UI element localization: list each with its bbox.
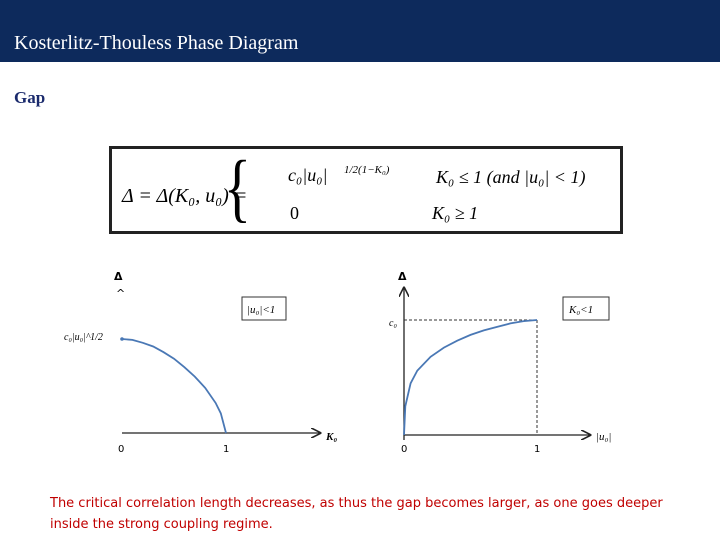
left-series-line — [122, 339, 226, 433]
right-y-axis-label: Δ — [398, 270, 407, 283]
right-y-tick-label: c₀ — [389, 318, 397, 329]
left-x-axis-label: K₀ — [326, 431, 338, 443]
chart-left — [64, 270, 337, 455]
formula-brace: { — [223, 149, 252, 230]
left-legend-text: |u₀|<1 — [247, 304, 276, 316]
left-x-tick-1: 1 — [223, 444, 230, 455]
formula-case1-exponent: 1/2(1−K₀) — [344, 164, 390, 176]
chart-right — [389, 270, 611, 455]
left-y-arrow-icon: ^ — [116, 287, 126, 300]
right-x-tick-1: 1 — [534, 444, 541, 455]
formula-case1-condition: K₀ ≤ 1 (and |u₀| < 1) — [436, 167, 586, 187]
formula-case2-condition: K₀ ≥ 1 — [432, 203, 479, 223]
right-legend-text: K₀<1 — [569, 304, 594, 316]
formula-case2-value: 0 — [290, 203, 299, 223]
left-y-tick-label: c₀|u₀|^1/2 — [64, 332, 103, 343]
slide-title: Kosterlitz-Thouless Phase Diagram — [14, 32, 299, 54]
formula-case1-value: c₀|u₀| — [288, 165, 328, 185]
slide-caption: The critical correlation length decreases, as thus the gap becomes larger, as one goes deeper inside the strong coupling regime. — [50, 496, 663, 532]
slide-subtitle: Gap — [14, 88, 46, 107]
right-x-tick-0: 0 — [401, 444, 408, 455]
formula-lhs: Δ = Δ(K₀, u₀) = — [122, 185, 248, 207]
right-x-axis-label: |u₀| — [596, 431, 612, 443]
left-x-tick-0: 0 — [118, 444, 125, 455]
left-series-start-point — [120, 337, 124, 341]
right-series-line — [404, 320, 537, 435]
left-y-axis-label: Δ — [114, 270, 123, 283]
